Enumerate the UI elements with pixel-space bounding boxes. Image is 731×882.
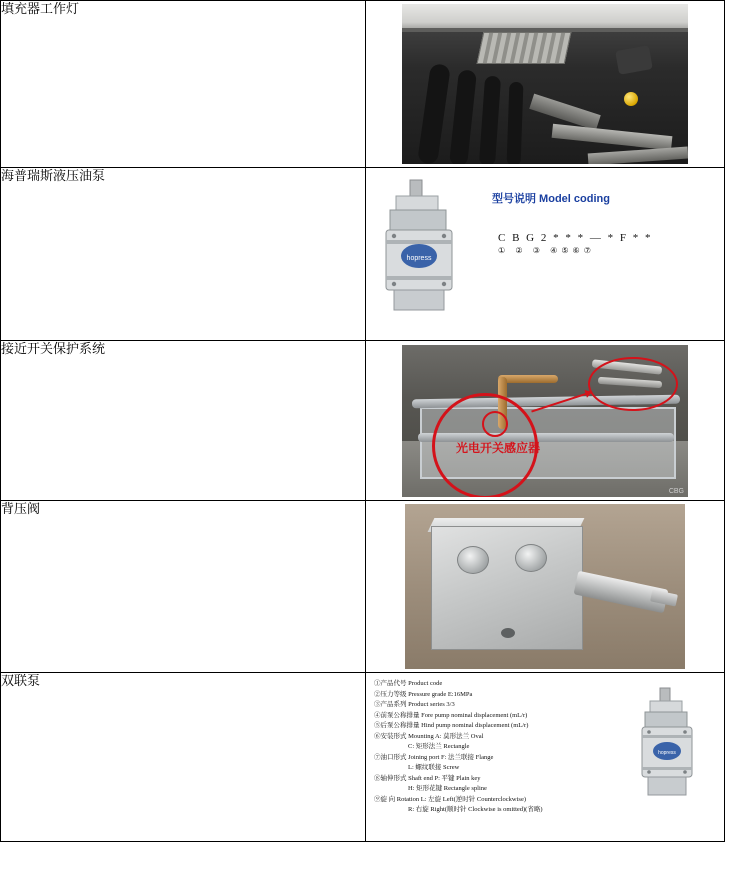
spec-line: ③产品系列 Product series 3/3 xyxy=(374,701,455,709)
photo-caption: 光电开关感应器 xyxy=(456,441,541,455)
coding-title: 型号说明 Model coding xyxy=(492,193,610,205)
spec-line: R: 右旋 Right(顺时针 Clockwise is omitted)(省略) xyxy=(408,806,543,814)
table-row xyxy=(1,1,725,168)
valve-hole xyxy=(501,628,515,638)
row-label-cell xyxy=(1,168,366,341)
valve-port xyxy=(457,546,489,574)
hydraulic-hose xyxy=(507,82,524,164)
ceiling-panel xyxy=(402,4,688,30)
coding-text-block xyxy=(492,190,712,255)
part-name: 背压阀 xyxy=(1,501,41,516)
gear-pump-image xyxy=(374,178,478,328)
part-name: 填充器工作灯 xyxy=(1,1,80,16)
spec-line: ⑦油口形式 Joining port F: 法兰联接 Flange xyxy=(374,753,494,761)
copper-pipe xyxy=(498,375,558,383)
lamp-bulb xyxy=(624,92,638,106)
spec-line: C: 矩形法兰 Rectangle xyxy=(408,743,470,751)
work-lamp-housing xyxy=(615,45,653,75)
row-label-cell xyxy=(1,1,366,168)
spec-line: ⑨旋 向 Rotation L: 左旋 Left(逆时针 Counterclockwise) xyxy=(374,795,527,803)
perforated-plate xyxy=(477,32,572,64)
model-coding-diagram xyxy=(366,168,724,340)
table-row xyxy=(1,341,725,501)
part-name: 海普瑞斯液压油泵 xyxy=(1,168,106,183)
spec-line: ②压力等级 Pressure grade E:16MPa xyxy=(374,690,473,698)
row-media-cell xyxy=(366,168,725,341)
proximity-switch-photo xyxy=(402,345,688,497)
annotation-circle xyxy=(482,411,508,437)
row-media-cell xyxy=(366,1,725,168)
svg-text:hopress: hopress xyxy=(658,750,676,756)
coding-numbers: ① ② ③ ④⑤⑥⑦ xyxy=(498,246,595,255)
hydraulic-hose xyxy=(479,76,501,164)
table-row xyxy=(1,168,725,341)
row-label-cell xyxy=(1,673,366,842)
metal-bracket xyxy=(552,124,673,150)
spec-line: ④前泵公称排量 Fore pump nominal displacement (mL/r) xyxy=(374,711,528,719)
svg-text:hopress: hopress xyxy=(406,255,432,262)
table-row xyxy=(1,501,725,673)
hydraulic-hose xyxy=(417,63,451,164)
table-row xyxy=(1,673,725,842)
spec-line: ⑤后泵公称排量 Hind pump nominal displacement (mL/r) xyxy=(374,722,529,730)
row-media-cell xyxy=(366,673,725,842)
annotation-circle xyxy=(588,357,678,411)
double-pump-spec xyxy=(366,673,724,841)
spec-line: L: 螺纹联接 Screw xyxy=(408,764,460,772)
coding-code: C B G 2 * * * — * F * * xyxy=(498,232,653,244)
hydraulic-hose xyxy=(449,69,477,164)
part-name: 接近开关保护系统 xyxy=(1,341,106,356)
spec-line-list xyxy=(374,679,622,816)
row-media-cell xyxy=(366,341,725,501)
spec-line: H: 矩形花键 Rectangle spline xyxy=(408,785,487,793)
back-pressure-valve-photo xyxy=(405,504,685,669)
row-media-cell xyxy=(366,501,725,673)
row-label-cell xyxy=(1,341,366,501)
watermark: CBG xyxy=(668,488,684,495)
metal-bracket xyxy=(588,147,688,164)
spec-line: ⑧轴伸形式 Shaft end P: 平键 Plain key xyxy=(374,774,481,782)
spec-line: ①产品代号 Product code xyxy=(374,680,443,687)
worklight-photo xyxy=(402,4,688,164)
spec-line: ⑥安装形式 Mounting A: 莫形法兰 Oval xyxy=(374,732,484,740)
row-label-cell xyxy=(1,501,366,673)
double-pump-image xyxy=(634,687,712,817)
valve-port xyxy=(515,544,547,572)
part-name: 双联泵 xyxy=(1,673,41,688)
